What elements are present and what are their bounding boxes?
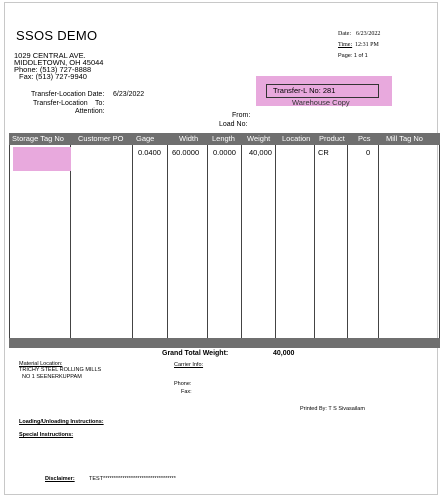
printed-by: Printed By: T S Sivasailam	[300, 406, 365, 412]
load-no-label: Load No:	[219, 121, 248, 128]
cell-width: 60.0000	[172, 148, 200, 157]
storage-tag-highlight	[13, 147, 71, 171]
transfer-to-colon: To:	[95, 100, 105, 107]
transfer-number	[273, 86, 335, 95]
transfer-date-value: 6/23/2022	[113, 91, 145, 98]
time-label: Time:	[338, 42, 353, 48]
col-header-weight: Weight	[247, 134, 271, 143]
date-label: Date:	[338, 31, 351, 37]
carrier-info-label: Carrier Info:	[174, 362, 204, 368]
transfer-number-value: 281	[322, 86, 336, 95]
company-name: SSOS DEMO	[16, 28, 98, 43]
carrier-phone-label: Phone:	[174, 381, 192, 387]
material-location-line2: NO 1 SEENERKUPPAM	[22, 374, 82, 380]
column-divider	[132, 145, 133, 347]
column-divider	[207, 145, 208, 347]
col-header-pcs: Pcs	[358, 134, 371, 143]
company-phone: Phone: (513) 727-8888	[14, 65, 92, 74]
col-header-mill-tag: Mill Tag No	[386, 134, 423, 143]
col-header-customer-po: Customer PO	[78, 134, 124, 143]
cell-length: 0.0000	[213, 148, 236, 157]
carrier-fax-label: Fax:	[181, 389, 192, 395]
column-divider	[70, 145, 71, 347]
table-footer-bar	[9, 338, 440, 348]
disclaimer-label: Disclaimer:	[45, 476, 75, 482]
column-divider	[275, 145, 276, 347]
from-label: From:	[232, 112, 251, 119]
transfer-date-label: Transfer-Location Date:	[31, 91, 105, 98]
grand-total-label: Grand Total Weight:	[162, 350, 229, 357]
col-header-product: Product	[319, 134, 345, 143]
material-location-line1: TRICHY STEEL ROLLING MILLS	[19, 367, 102, 373]
cell-weight: 40,000	[249, 148, 272, 157]
page-number: Page: 1 of 1	[338, 53, 368, 59]
special-instructions-label: Special Instructions:	[19, 432, 74, 438]
time-value: 12:31 PM	[355, 42, 379, 48]
loading-instructions-label: Loading/Unloading Instructions:	[19, 419, 104, 425]
column-divider	[314, 145, 315, 347]
attention-label: Attention:	[75, 108, 105, 115]
col-header-length: Length	[212, 134, 235, 143]
company-address-line1: 1029 CENTRAL AVE.	[14, 51, 86, 60]
copy-label: Warehouse Copy	[292, 98, 350, 107]
material-location-label: Material Location:	[19, 361, 63, 367]
cell-pcs: 0	[366, 148, 371, 157]
disclaimer-text: TEST**********************************	[89, 476, 176, 482]
col-header-location: Location	[282, 134, 311, 143]
cell-product: CR	[318, 148, 329, 157]
col-header-storage-tag: Storage Tag No	[12, 134, 64, 143]
column-divider	[241, 145, 242, 347]
company-fax: Fax: (513) 727-9940	[19, 72, 87, 81]
col-header-gage: Gage	[136, 134, 155, 143]
transfer-number-label: Transfer-L No:	[273, 86, 321, 95]
col-header-width: Width	[179, 134, 199, 143]
transfer-to-label: Transfer-Location	[33, 100, 88, 107]
column-divider	[167, 145, 168, 347]
company-address-line2: MIDDLETOWN, OH 45044	[14, 58, 104, 67]
date-value: 6/23/2022	[356, 31, 381, 37]
column-divider	[378, 145, 379, 347]
grand-total-value: 40,000	[273, 350, 295, 357]
column-divider	[347, 145, 348, 347]
cell-gage: 0.0400	[138, 148, 161, 157]
table-body	[9, 145, 440, 347]
